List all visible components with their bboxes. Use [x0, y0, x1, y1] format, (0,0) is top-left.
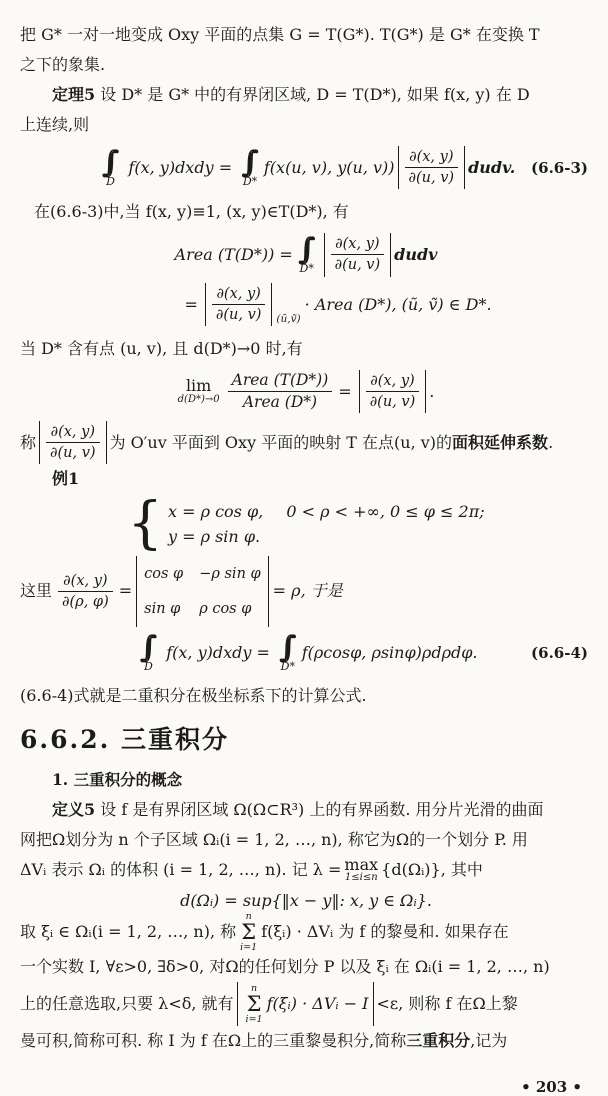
- body-text-line: 一个实数 I, ∀ε>0, ∃δ>0, 对Ω的任何划分 P 以及 ξᵢ 在 Ωᵢ(i = 1, 2, …, n): [20, 957, 550, 977]
- absolute-value-group: [237, 982, 374, 1026]
- equation-term: Area (T(D*)) =: [174, 245, 293, 265]
- body-text: 取 ξᵢ ∈ Ωᵢ(i = 1, 2, …, n), 称: [20, 922, 237, 942]
- integral-subscript: D*: [280, 659, 295, 673]
- case-condition: 0 < ρ < +∞, 0 ≤ φ ≤ 2π;: [286, 501, 485, 521]
- definition-text-line: [20, 855, 592, 885]
- body-text-line: (6.6-4)式就是二重积分在极坐标系下的计算公式.: [20, 686, 367, 706]
- emphasized-term: 面积延伸系数: [452, 432, 549, 452]
- jacobian-abs: [324, 233, 392, 276]
- double-integral-sign: [297, 231, 316, 275]
- body-text-line: 在(6.6-3)中,当 f(x, y)≡1, (x, y)∈T(D*), 有: [34, 202, 349, 222]
- jacobian-determinant-line: [20, 556, 592, 627]
- sigma-glyph: Σ: [246, 991, 262, 1016]
- theorem-5-line: [20, 80, 592, 110]
- body-text: ,记为: [470, 1031, 508, 1051]
- cases-rows: [168, 502, 485, 546]
- limit-operator: [177, 375, 220, 405]
- jacobian-abs: [205, 283, 273, 326]
- double-integral-sign: [101, 144, 120, 188]
- jacobian-fraction: [46, 423, 100, 462]
- integral-glyph: ∫∫: [139, 629, 144, 665]
- case-row: y = ρ sin φ.: [167, 527, 261, 547]
- sum-upper-limit: n: [250, 983, 258, 995]
- equals-sign: =: [118, 581, 133, 601]
- integral-subscript: D: [106, 174, 115, 188]
- emphasized-term: 三重积分: [406, 1031, 471, 1051]
- equation-term: dudv: [394, 245, 438, 265]
- body-text: 称: [20, 432, 37, 452]
- equation-term: f(ρcosφ, ρsinφ)ρdρdφ.: [301, 643, 478, 663]
- equals-sign: =: [338, 381, 352, 401]
- case-row: [168, 502, 485, 521]
- riemann-sum-line: [20, 912, 592, 952]
- body-text: 这里: [20, 581, 53, 601]
- fraction-numerator: ∂(x, y): [405, 148, 459, 168]
- matrix-cell: sin φ: [144, 600, 181, 617]
- fraction-numerator: Area (T(D*)): [228, 371, 333, 392]
- body-text-line: 当 D* 含有点 (u, v), 且 d(D*)→0 时,有: [20, 338, 303, 358]
- fraction-denominator: ∂(u, v): [369, 393, 416, 410]
- equation-result: = ρ, 于是: [272, 581, 343, 601]
- definition-5-line: [20, 795, 592, 825]
- subsection-heading: 1. 三重积分的概念: [52, 770, 183, 790]
- integral-subscript: D*: [242, 174, 258, 188]
- definition-text-line: 网把Ω划分为 n 个子区域 Ωᵢ(i = 1, 2, …, n), 称它为Ω的一个划分 P. 用: [20, 830, 528, 850]
- lim-glyph: lim: [185, 375, 212, 395]
- integral-glyph: ∫∫: [241, 144, 246, 180]
- jacobian-fraction: [58, 572, 113, 611]
- theorem-text: 设 D* 是 G* 中的有界闭区域, D = T(D*), 如果 f(x, y) 在 D: [95, 85, 530, 104]
- equation-663: [20, 146, 592, 189]
- area-equation-line2: [20, 283, 592, 326]
- diameter-equation: d(Ωᵢ) = sup{‖x − y‖: x, y ∈ Ωᵢ}.: [180, 891, 432, 911]
- theorem-5-continuation: 上连续,则: [20, 115, 90, 134]
- coefficient-definition-line: [20, 421, 592, 464]
- body-text-line: 之下的象集.: [20, 55, 106, 74]
- matrix-cell: ρ cos φ: [199, 600, 252, 617]
- lim-subscript: d(D*)→0: [177, 393, 220, 405]
- equation-664: [20, 629, 592, 673]
- integral-glyph: ∫∫: [278, 629, 284, 665]
- double-integral-sign: [241, 144, 259, 188]
- jacobian-abs: [39, 421, 107, 464]
- body-text: f(ξᵢ) · ΔVᵢ 为 f 的黎曼和. 如果存在: [261, 922, 509, 942]
- area-ratio-fraction: [228, 371, 333, 413]
- body-text: 曼可积,简称可积. 称 I 为 f 在Ω上的三重黎曼积分,简称: [20, 1031, 407, 1051]
- equation-term: f(x, y)dxdy =: [166, 643, 270, 663]
- equation-number: (6.6-4): [531, 643, 588, 662]
- max-operator: [344, 854, 379, 884]
- sigma-glyph: Σ: [241, 919, 257, 944]
- jacobian-fraction: [212, 285, 266, 324]
- period: .: [548, 432, 554, 452]
- body-text: <ε, 则称 f 在Ω上黎: [376, 994, 518, 1014]
- jacobian-fraction: [331, 235, 385, 274]
- period: .: [429, 381, 435, 401]
- fraction-denominator: Area (D*): [242, 392, 318, 411]
- fraction-numerator: ∂(x, y): [58, 572, 113, 592]
- equation-term: f(x, y)dxdy =: [128, 158, 233, 178]
- fraction-denominator: ∂(u, v): [215, 306, 262, 323]
- polar-transform-cases: [20, 491, 592, 557]
- body-text-line: 把 G* 一对一地变成 Oxy 平面的点集 G = T(G*). T(G*) 是 G* 在变换 T: [20, 25, 540, 44]
- integral-glyph: ∫∫: [101, 144, 106, 180]
- definition-text: ΔVᵢ 表示 Ωᵢ 的体积 (i = 1, 2, …, n). 记 λ =: [20, 860, 342, 880]
- fraction-denominator: ∂(u, v): [334, 257, 381, 274]
- integral-glyph: ∫∫: [297, 231, 303, 267]
- equals-sign: =: [184, 294, 198, 314]
- max-glyph: max: [344, 854, 379, 874]
- body-text: 为 O′uv 平面到 Oxy 平面的映射 T 在点(u, v)的: [109, 432, 453, 452]
- jacobian-abs: [359, 370, 427, 413]
- jacobian-fraction: [405, 148, 459, 187]
- summation-sign: [240, 912, 257, 952]
- matrix-cell: cos φ: [144, 565, 184, 582]
- theorem-label: 定理5: [52, 85, 96, 104]
- example-1-label: 例1: [52, 469, 80, 489]
- sum-lower-limit: i=1: [245, 1013, 263, 1025]
- integral-subscript: D*: [299, 261, 314, 275]
- max-subscript: 1≤i≤n: [344, 872, 378, 884]
- double-integral-sign: [278, 629, 297, 673]
- jacobian-abs: [398, 146, 466, 189]
- jacobian-fraction: [366, 372, 420, 411]
- body-text: 上的任意选取,只要 λ<δ, 就有: [20, 994, 234, 1014]
- fraction-numerator: ∂(x, y): [212, 285, 266, 305]
- determinant-matrix: [136, 556, 269, 627]
- body-text-line: [20, 1026, 592, 1056]
- area-equation-line1: [20, 233, 592, 276]
- definition-text: 设 f 是有界闭区域 Ω(Ω⊂R³) 上的有界函数. 用分片光滑的曲面: [95, 800, 544, 820]
- definition-label: 定义5: [52, 800, 96, 820]
- fraction-denominator: ∂(u, v): [50, 445, 96, 462]
- fraction-numerator: ∂(x, y): [46, 423, 100, 443]
- matrix-cell: −ρ sin φ: [199, 565, 261, 582]
- case-equation: x = ρ cos φ,: [167, 501, 264, 521]
- equation-term: f(x(u, v), y(u, v)): [263, 158, 395, 178]
- sum-expression: f(ξᵢ) · ΔVᵢ − I: [266, 994, 369, 1014]
- sum-upper-limit: n: [245, 911, 252, 923]
- limit-equation: [20, 370, 592, 413]
- fraction-numerator: ∂(x, y): [366, 372, 420, 392]
- section-heading: 6.6.2. 三重积分: [20, 725, 229, 755]
- integral-subscript: D: [143, 659, 153, 673]
- summation-sign: [246, 984, 263, 1024]
- fraction-denominator: ∂(ρ, φ): [62, 593, 109, 610]
- equation-term: dudv.: [468, 158, 516, 178]
- fraction-denominator: ∂(u, v): [408, 170, 455, 187]
- riemann-criterion-line: [20, 982, 592, 1026]
- left-brace: {: [127, 491, 163, 557]
- equation-term: · Area (D*), (ũ, ṽ) ∈ D*.: [304, 294, 492, 314]
- definition-text: {d(Ωᵢ)}, 其中: [381, 860, 483, 880]
- fraction-numerator: ∂(x, y): [331, 235, 385, 255]
- double-integral-sign: [139, 629, 157, 673]
- equation-number: (6.6-3): [531, 158, 588, 177]
- page-number: • 203 •: [521, 1078, 582, 1096]
- sum-lower-limit: i=1: [240, 941, 258, 953]
- evaluation-point-subscript: (ũ,ṽ): [276, 313, 301, 326]
